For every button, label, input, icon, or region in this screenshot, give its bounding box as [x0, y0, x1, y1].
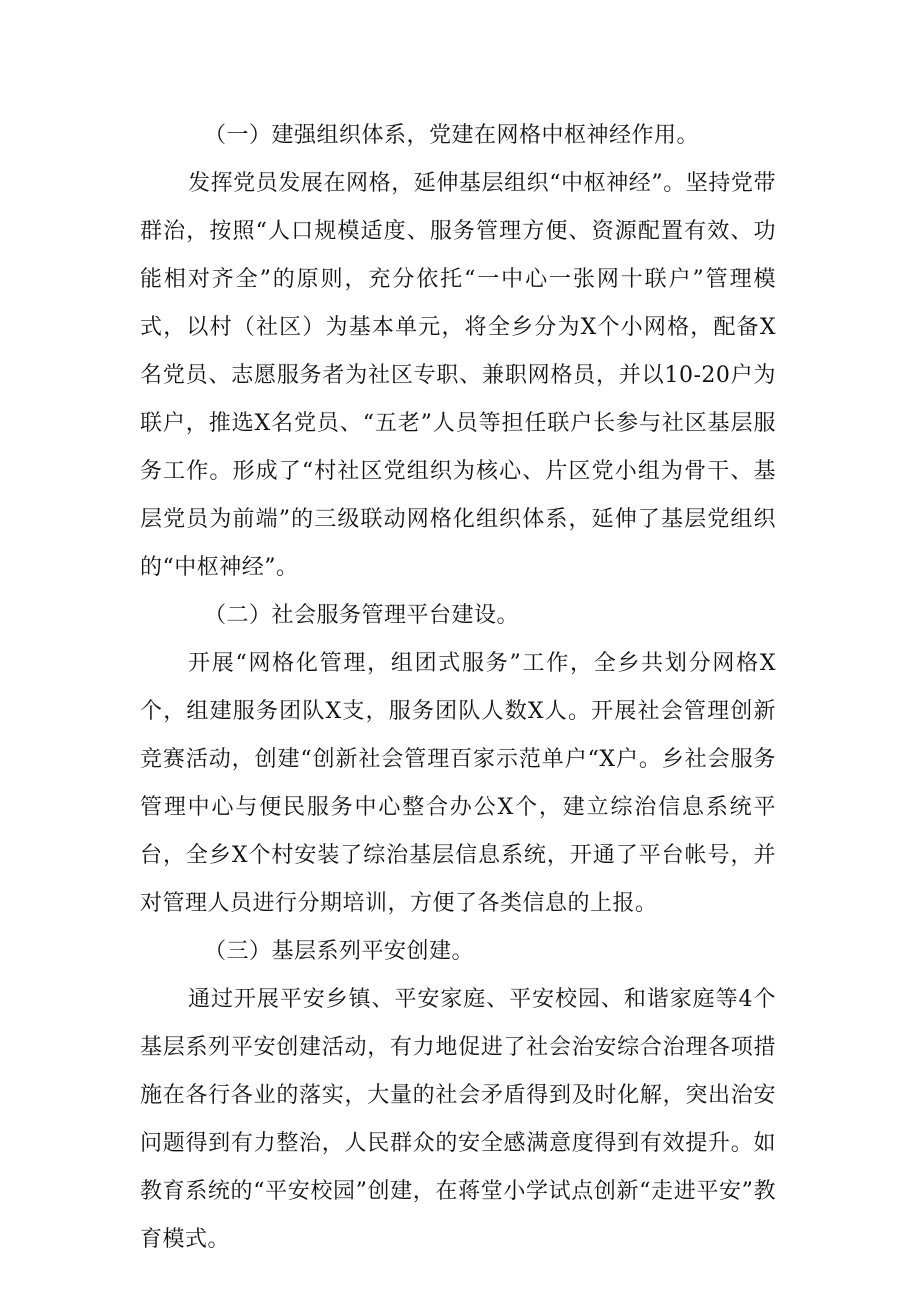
section-1-heading: （一）建强组织体系，党建在网格中枢神经作用。	[204, 123, 700, 148]
section-3-heading: （三）基层系列平安创建。	[204, 939, 475, 964]
section-3-paragraph: 通过开展平安乡镇、平安家庭、平安校园、和谐家庭等4个基层系列平安创建活动，有力地促进了社会治安综合治理各项措施在各行各业的落实，大量的社会矛盾得到及时化解，突出治安问题得到有力整治，人民群众的安全感满意度得到有效提升。如教育系统的“平安校园”创建，在蒋堂小学试点创新“走进平安”教育模式。	[140, 987, 776, 1252]
section-2-heading: （二）社会服务管理平台建设。	[204, 603, 520, 628]
document-body	[140, 112, 776, 1264]
section-2-paragraph: 开展“网格化管理，组团式服务”工作，全乡共划分网格X个，组建服务团队X支，服务团队人数X人。开展社会管理创新竞赛活动，创建“创新社会管理百家示范单户“X户。乡社会服务管理中心与便民服务中心整合办公X个，建立综治信息系统平台，全乡X个村安装了综治基层信息系统，开通了平台帐号，并对管理人员进行分期培训，方便了各类信息的上报。	[140, 651, 776, 916]
section-1-paragraph: 发挥党员发展在网格，延伸基层组织“中枢神经”。坚持党带群治，按照“人口规模适度、服务管理方便、资源配置有效、功能相对齐全”的原则，充分依托“一中心一张网十联户”管理模式，以村（社区）为基本单元，将全乡分为X个小网格，配备X名党员、志愿服务者为社区专职、兼职网格员，并以10-20户为联户，推选X名党员、“五老”人员等担任联户长参与社区基层服务工作。形成了“村社区党组织为核心、片区党小组为骨干、基层党员为前端”的三级联动网格化组织体系，延伸了基层党组织的“中枢神经”。	[140, 171, 776, 580]
